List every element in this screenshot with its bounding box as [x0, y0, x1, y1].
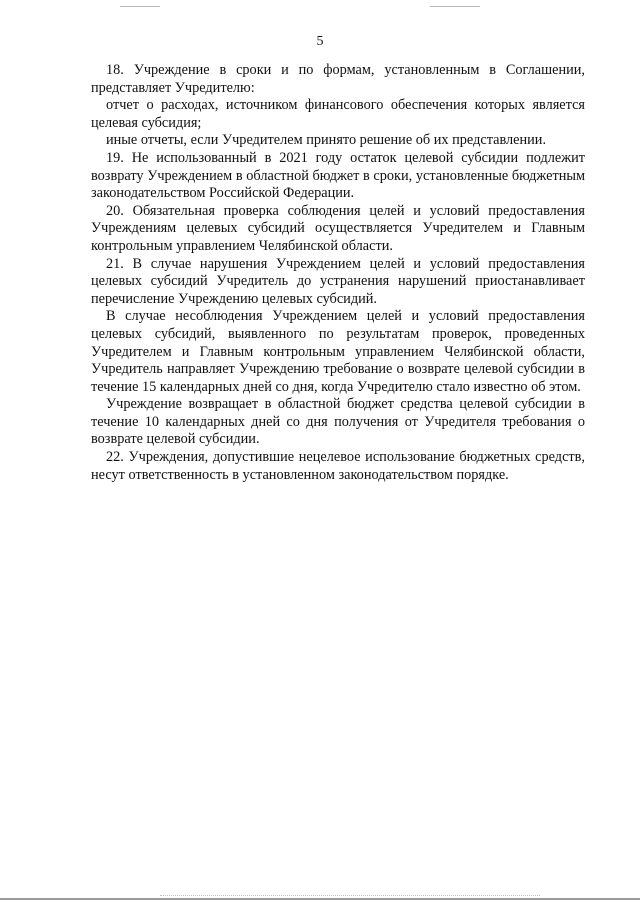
paragraph-20: 20. Обязательная проверка соблюдения целей и условий предоставления Учреждениям целевых субсидий осуществляется Учредителем и Главным контрольным управлением Челябинской области.: [91, 202, 585, 254]
scan-artifact-bottom-line: [0, 898, 640, 900]
paragraph-22: 22. Учреждения, допустившие нецелевое использование бюджетных средств, несут ответственность в установленном законодательством порядке.: [91, 449, 585, 483]
paragraph-21: 21. В случае нарушения Учреждением целей и условий предоставления целевых субсидий Учредитель до устранения нарушений приостанавливает перечисление Учреждению целевых субсидий.: [91, 255, 585, 307]
page-number: 5: [316, 34, 324, 49]
scan-artifact-bottom-dots: [160, 895, 540, 897]
paragraph-report-expenses: отчет о расходах, источником финансового обеспечения которых является целевая субсидия;: [91, 97, 585, 131]
paragraph-19: 19. Не использованный в 2021 году остаток целевой субсидии подлежит возврату Учреждением в областной бюджет в сроки, установленные бюджетным законодательством Российской Федерации.: [91, 149, 585, 202]
paragraph-noncompliance: В случае несоблюдения Учреждением целей и условий предоставления целевых субсидий, выявленного по результатам проверок, проведенных Учредителем и Главным контрольным управлением Челябинской области, Учредитель направляет Учреждению требование о возврате целевой субсидии в течение 15 календарных дней со дня, когда Учредителю стало известно об этом.: [91, 308, 585, 395]
paragraph-18: 18. Учреждение в сроки и по формам, установленным в Соглашении, представляет Учредителю:: [91, 62, 585, 96]
document-body: [91, 62, 585, 484]
paragraph-other-reports: иные отчеты, если Учредителем принято решение об их представлении.: [106, 132, 547, 149]
scan-artifact-top-left: [120, 6, 160, 7]
paragraph-refund: Учреждение возвращает в областной бюджет средства целевой субсидии в течение 10 календарных дней со дня получения от Учредителя требования о возврате целевой субсидии.: [91, 396, 585, 448]
scan-artifact-top-right: [430, 6, 480, 7]
